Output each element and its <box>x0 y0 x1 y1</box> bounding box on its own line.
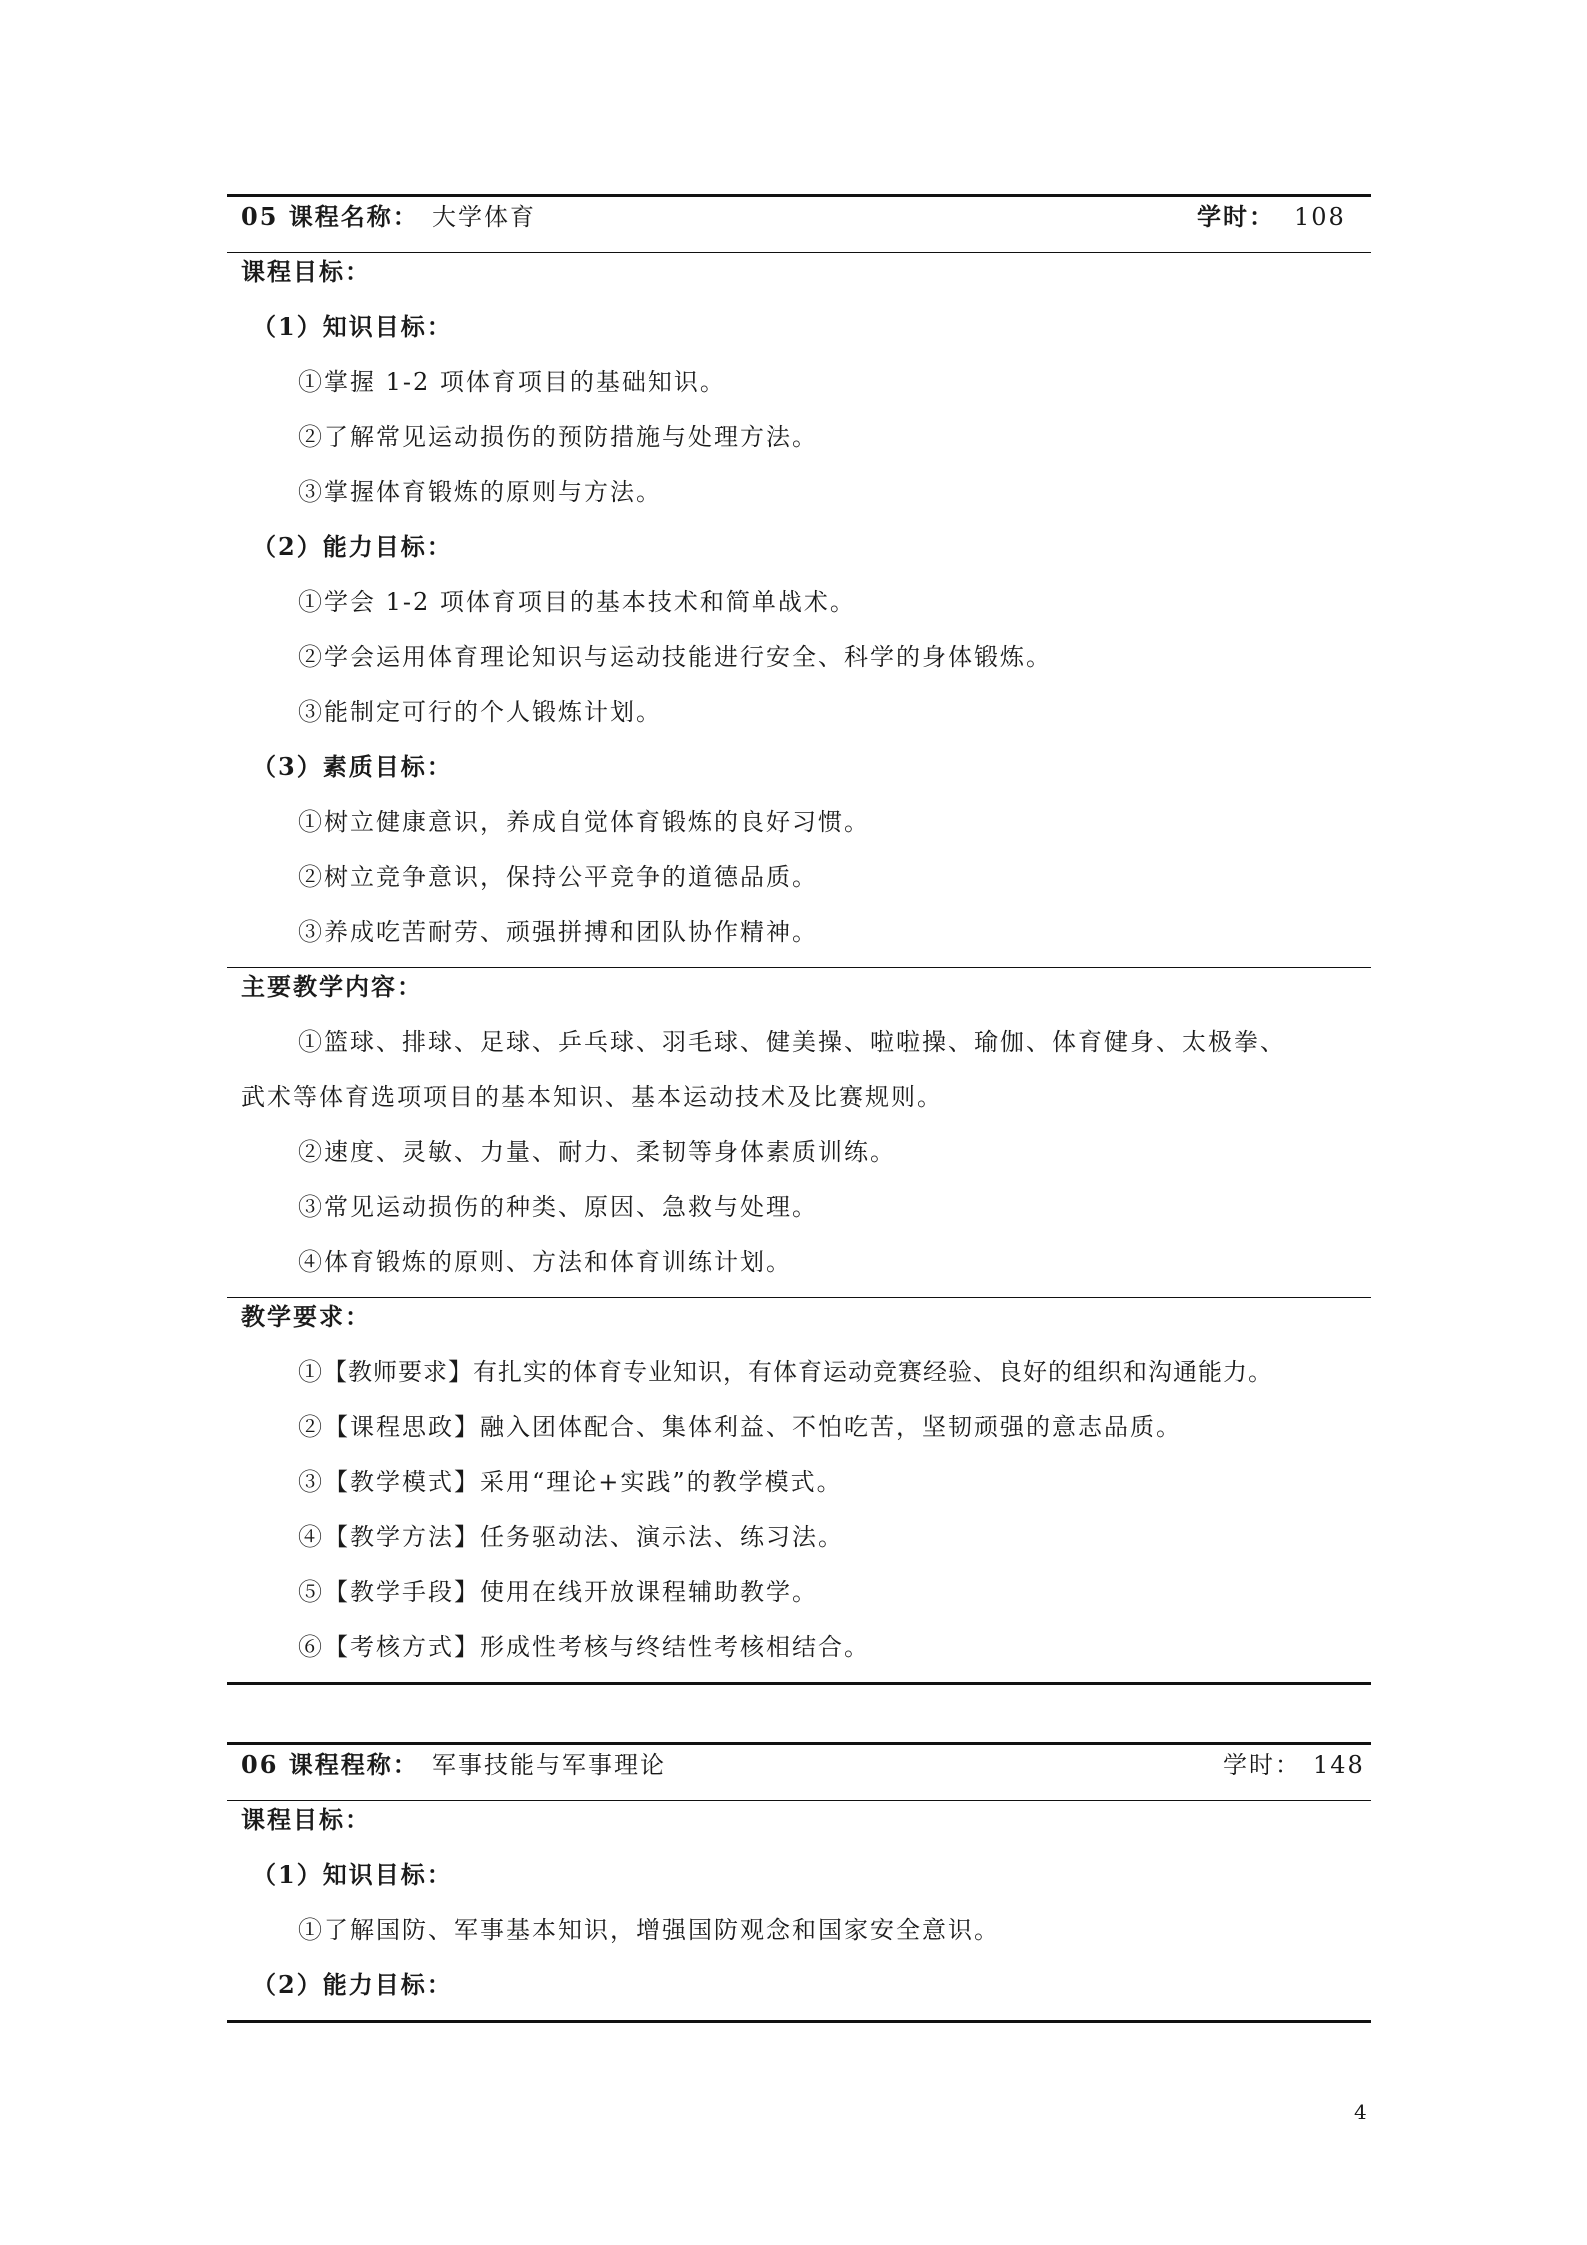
course6-ability-label: （2）能力目标： <box>252 1970 453 1999</box>
list-item: ②学会运用体育理论知识与运动技能进行安全、科学的身体锻炼。 <box>298 643 1052 671</box>
course5-ability-label: （2）能力目标： <box>252 532 453 561</box>
list-item: ③掌握体育锻炼的原则与方法。 <box>298 478 662 506</box>
course6-bottom-rule <box>227 2020 1371 2023</box>
list-item: ⑥【考核方式】形成性考核与终结性考核相结合。 <box>298 1633 870 1661</box>
course6-hours-label: 学时： <box>1223 1751 1301 1779</box>
course6-name: 军事技能与军事理论 <box>432 1751 666 1779</box>
course5-goals-rule <box>227 967 1371 968</box>
list-item: ①【教师要求】有扎实的体育专业知识，有体育运动竞赛经验、良好的组织和沟通能力。 <box>298 1358 1273 1386</box>
list-item: ②树立竞争意识，保持公平竞争的道德品质。 <box>298 863 818 891</box>
course5-content-label: 主要教学内容： <box>241 972 423 1001</box>
course6-hours-value: 148 <box>1313 1751 1365 1779</box>
course5-bottom-rule <box>227 1682 1371 1685</box>
list-item: ③养成吃苦耐劳、顽强拼搏和团队协作精神。 <box>298 918 818 946</box>
course5-header-label: 05 课程名称： <box>241 202 419 231</box>
list-item: ②【课程思政】融入团体配合、集体利益、不怕吃苦，坚韧顽强的意志品质。 <box>298 1413 1182 1441</box>
course6-header-label: 06 课程程称： <box>241 1750 419 1779</box>
course5-content-rule <box>227 1297 1371 1298</box>
list-item: ①树立健康意识，养成自觉体育锻炼的良好习惯。 <box>298 808 870 836</box>
list-item: ④体育锻炼的原则、方法和体育训练计划。 <box>298 1248 792 1276</box>
course6-top-rule <box>227 1742 1371 1745</box>
list-item: ④【教学方法】任务驱动法、演示法、练习法。 <box>298 1523 844 1551</box>
list-item: ③【教学模式】采用“理论+实践”的教学模式。 <box>298 1468 843 1496</box>
course5-hours-label: 学时： <box>1197 202 1275 231</box>
list-item-continuation: 武术等体育选项项目的基本知识、基本运动技术及比赛规则。 <box>241 1083 943 1111</box>
course6-header-rule <box>227 1800 1371 1801</box>
course5-name: 大学体育 <box>432 203 536 231</box>
list-item: ①掌握 1-2 项体育项目的基础知识。 <box>298 368 726 396</box>
list-item: ②速度、灵敏、力量、耐力、柔韧等身体素质训练。 <box>298 1138 896 1166</box>
course5-header-rule <box>227 252 1371 253</box>
course6-knowledge-label: （1）知识目标： <box>252 1860 453 1889</box>
list-item: ①学会 1-2 项体育项目的基本技术和简单战术。 <box>298 588 856 616</box>
course6-goals-label: 课程目标： <box>241 1805 371 1834</box>
course5-knowledge-label: （1）知识目标： <box>252 312 453 341</box>
course5-quality-label: （3）素质目标： <box>252 752 453 781</box>
list-item: ③常见运动损伤的种类、原因、急救与处理。 <box>298 1193 818 1221</box>
page-number: 4 <box>1354 2100 1367 2124</box>
course5-requirements-label: 教学要求： <box>241 1302 371 1331</box>
list-item: ①了解国防、军事基本知识，增强国防观念和国家安全意识。 <box>298 1916 1000 1944</box>
course5-hours-value: 108 <box>1294 203 1346 231</box>
list-item: ②了解常见运动损伤的预防措施与处理方法。 <box>298 423 818 451</box>
course5-top-rule <box>227 194 1371 197</box>
list-item: ⑤【教学手段】使用在线开放课程辅助教学。 <box>298 1578 818 1606</box>
list-item: ①篮球、排球、足球、乒乓球、羽毛球、健美操、啦啦操、瑜伽、体育健身、太极拳、 <box>298 1028 1286 1056</box>
list-item: ③能制定可行的个人锻炼计划。 <box>298 698 662 726</box>
course5-goals-label: 课程目标： <box>241 257 371 286</box>
